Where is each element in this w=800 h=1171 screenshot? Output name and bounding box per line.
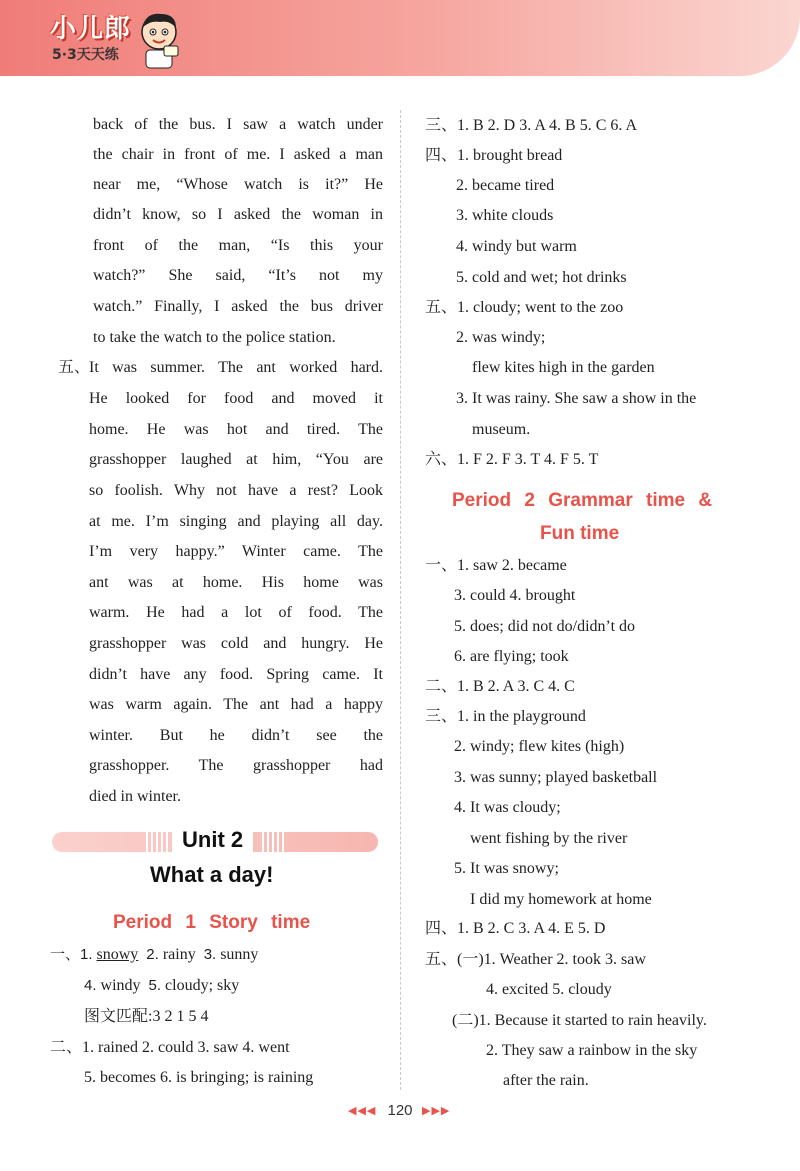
answer-line: 3. white clouds (456, 207, 554, 224)
passage-b-line: died in winter. (89, 788, 181, 805)
answer-line: 三、1. B 2. D 3. A 4. B 5. C 6. A (425, 117, 638, 134)
passage-a-line: watch?” She said, “It’s not my (93, 267, 383, 284)
unit-title: Unit 2 (172, 827, 253, 853)
brand-logo-subtitle: 5·3天天练 (52, 47, 119, 63)
answer-line: 三、1. in the playground (425, 708, 586, 725)
answer-line: 2. became tired (456, 177, 555, 194)
passage-b-line: ant was at home. His home was (89, 574, 383, 591)
answer-line: 2. windy; flew kites (high) (454, 738, 625, 755)
right-arrows-icon: ▶▶▶ (422, 1104, 451, 1117)
answer-line: 3. could 4. brought (454, 587, 576, 604)
answer-line: 4. windy but warm (456, 238, 577, 255)
passage-b-line: grasshopper was cold and hungry. He (89, 635, 383, 652)
answer-line: 5. becomes 6. is bringing; is raining (84, 1069, 314, 1086)
period-1-title: Period 1 Story time (113, 912, 311, 933)
period-2-title: Period 2 Grammar time & (452, 490, 713, 511)
answer-line: after the rain. (503, 1072, 589, 1089)
answer-line: 四、1. B 2. C 3. A 4. E 5. D (425, 920, 606, 937)
passage-b-line: so foolish. Why not have a rest? Look (89, 482, 383, 499)
passage-b-line: warm. He had a lot of food. The (89, 604, 383, 621)
passage-b-line: grasshopper. The grasshopper had (89, 757, 383, 774)
passage-b-line: It was summer. The ant worked hard. (89, 359, 383, 376)
passage-b-line: was warm again. The ant had a happy (89, 696, 383, 713)
passage-b-line: at me. I’m singing and playing all day. (89, 513, 383, 530)
answer-line: 六、1. F 2. F 3. T 4. F 5. T (425, 451, 599, 468)
question-number: 五、 (58, 359, 91, 376)
answer-line: 五、1. cloudy; went to the zoo (425, 299, 624, 316)
column-divider (400, 110, 402, 1090)
answer-line: 五、(一)1. Weather 2. took 3. saw (425, 951, 646, 968)
passage-b-line: grasshopper laughed at him, “You are (89, 451, 383, 468)
answer-line: flew kites high in the garden (472, 359, 655, 376)
answer-line: 二、1. rained 2. could 3. saw 4. went (50, 1039, 290, 1056)
unit-banner-stripes (262, 832, 286, 852)
answer-line: I did my homework at home (470, 891, 652, 908)
unit-banner-stripes (146, 832, 170, 852)
answer-line: 4. excited 5. cloudy (486, 981, 612, 998)
passage-a-line: to take the watch to the police station. (93, 329, 336, 346)
passage-b-line: winter. But he didn’t see the (89, 727, 383, 744)
mascot-boy-icon (136, 10, 182, 70)
passage-b-line: home. He was hot and tired. The (89, 421, 383, 438)
answer-line: 5. cold and wet; hot drinks (456, 269, 627, 286)
answer-line: 3. It was rainy. She saw a show in the (456, 390, 697, 407)
passage-a-line: near me, “Whose watch is it?” He (93, 176, 383, 193)
passage-a-line: watch.” Finally, I asked the bus driver (93, 298, 383, 315)
answer-line: 2. They saw a rainbow in the sky (486, 1042, 698, 1059)
unit-subtitle: What a day! (150, 862, 274, 887)
brand-logo-title: 小儿郎 (50, 14, 132, 44)
passage-b-line: He looked for food and moved it (89, 390, 383, 407)
answer-line: 6. are flying; took (454, 648, 569, 665)
answer-line: 5. It was snowy; (454, 860, 559, 877)
passage-a-line: back of the bus. I saw a watch under (93, 116, 383, 133)
passage-a-line: the chair in front of me. I asked a man (93, 146, 383, 163)
answer-line: (二)1. Because it started to rain heavily. (452, 1012, 707, 1029)
answer-line: museum. (472, 421, 531, 438)
passage-a-line: didn’t know, so I asked the woman in (93, 206, 383, 223)
passage-b-line: I’m very happy.” Winter came. The (89, 543, 383, 560)
answer-line: 一、1. saw 2. became (425, 557, 567, 574)
answer-line: 二、1. B 2. A 3. C 4. C (425, 678, 575, 695)
answer-line: 2. was windy; (456, 329, 546, 346)
answer-line: 4. windy 5. cloudy; sky (84, 977, 240, 994)
passage-b-line: didn’t have any food. Spring came. It (89, 666, 383, 683)
answer-line: 四、1. brought bread (425, 147, 563, 164)
passage-a-line: front of the man, “Is this your (93, 237, 383, 254)
answer-line: 一、1. snowy 2. rainy 3. sunny (50, 946, 259, 963)
answer-line: 3. was sunny; played basketball (454, 769, 658, 786)
left-arrows-icon: ◀◀◀ (348, 1104, 377, 1117)
period-2-title-continued: Fun time (540, 523, 620, 544)
answer-line: 5. does; did not do/didn’t do (454, 618, 636, 635)
answer-line: 图文匹配:3 2 1 5 4 (84, 1008, 209, 1025)
answer-line: 4. It was cloudy; (454, 799, 561, 816)
answer-line: went fishing by the river (470, 830, 628, 847)
page-number: 120 (387, 1102, 413, 1119)
